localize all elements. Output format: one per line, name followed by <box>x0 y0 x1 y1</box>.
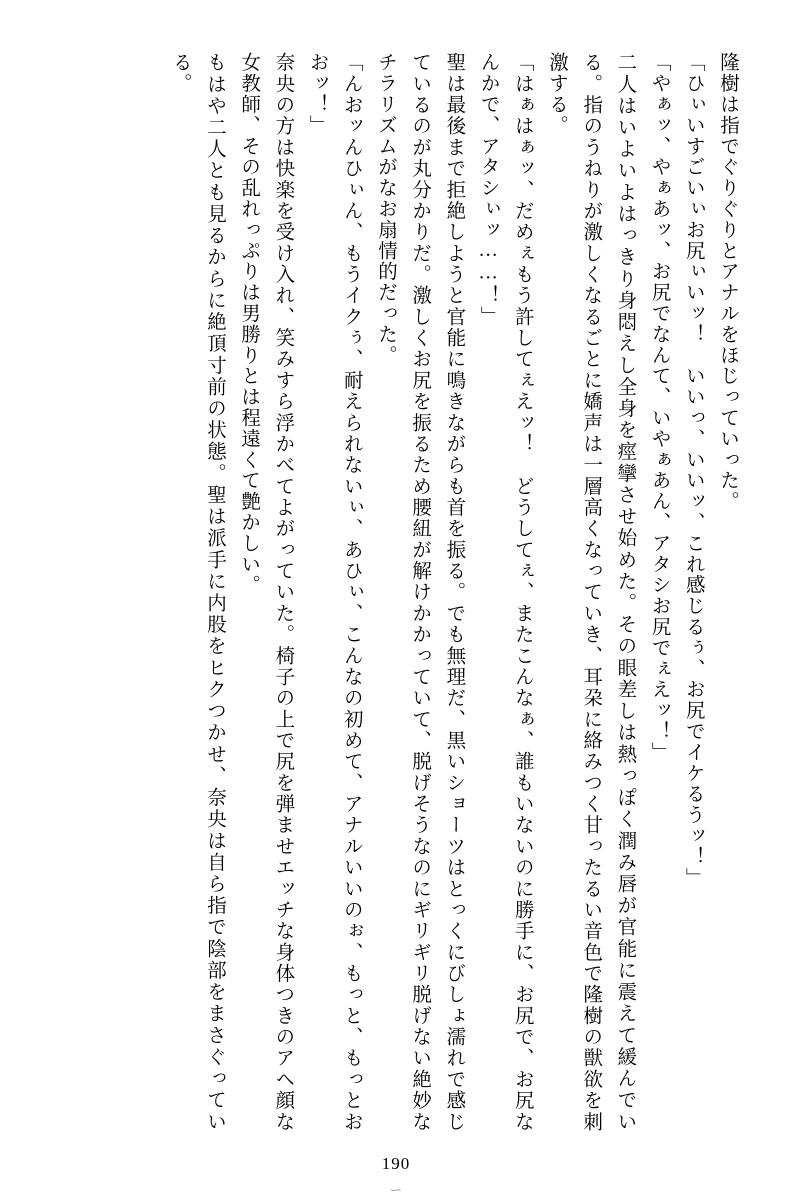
novel-body-text <box>56 52 744 1132</box>
page-number: 190 <box>381 1154 411 1173</box>
paragraph: 「んおッんひぃん、もうイクぅ、耐えられないぃ、あひぃ、こんなの初めて、アナルいいのぉ、もっと、もっとおおッ！」 <box>306 52 362 1132</box>
page-footer-mark: ー <box>389 1183 403 1197</box>
paragraph: 「はぁはぁッ、だめぇもう許してぇえッ！ どうしてぇ、またこんなぁ、誰もいないのに勝手に、お尻で、お尻なんかで、アタシぃッ……！」 <box>477 52 533 1132</box>
paragraph: 隆樹は指でぐりぐりとアナルをほじっていった。 <box>717 52 738 512</box>
paragraph: 二人はいよいよはっきり身悶えし全身を痙攣させ始めた。その眼差しは熱っぽく潤み唇が官能に震えて緩んでいる。指のうねりが激しくなるごとに嬌声は一層高くなっていき、耳朶に絡みつく甘ったるい音色で隆樹の獣欲を刺激する。 <box>545 52 636 1132</box>
paragraph: 「やぁッ、やぁあッ、お尻でなんて、いやぁあん、アタシお尻でぇえッ！」 <box>648 52 670 763</box>
paragraph: もはや二人とも見るからに絶頂寸前の状態。聖は派手に内股をヒクつかせ、奈央は自ら指で陰部をまさぐっている。 <box>169 52 225 1132</box>
paragraph: 聖は最後まで拒絶しようと官能に鳴きながらも首を振る。でも無理だ、黒いショーツはとっくにびしょ濡れで感じているのが丸分かりだ。激しくお尻を振るため腰紐が解けかかっていて、脱げそうなのにギリギリ脱げない絶妙なチラリズムがなお扇情的だった。 <box>374 52 465 1132</box>
paragraph: 奈央の方は快楽を受け入れ、笑みすら浮かべてよがっていた。椅子の上で尻を弾ませエッチな身体つきのアヘ顔な女教師、その乱れっぷりは男勝りとは程遠くて艶かしい。 <box>238 52 294 1132</box>
paragraph: 「ひぃいすごいぃお尻ぃいッ！ いいっ、いいッ、これ感じるぅ、お尻でイケるうッ！」 <box>682 52 704 888</box>
